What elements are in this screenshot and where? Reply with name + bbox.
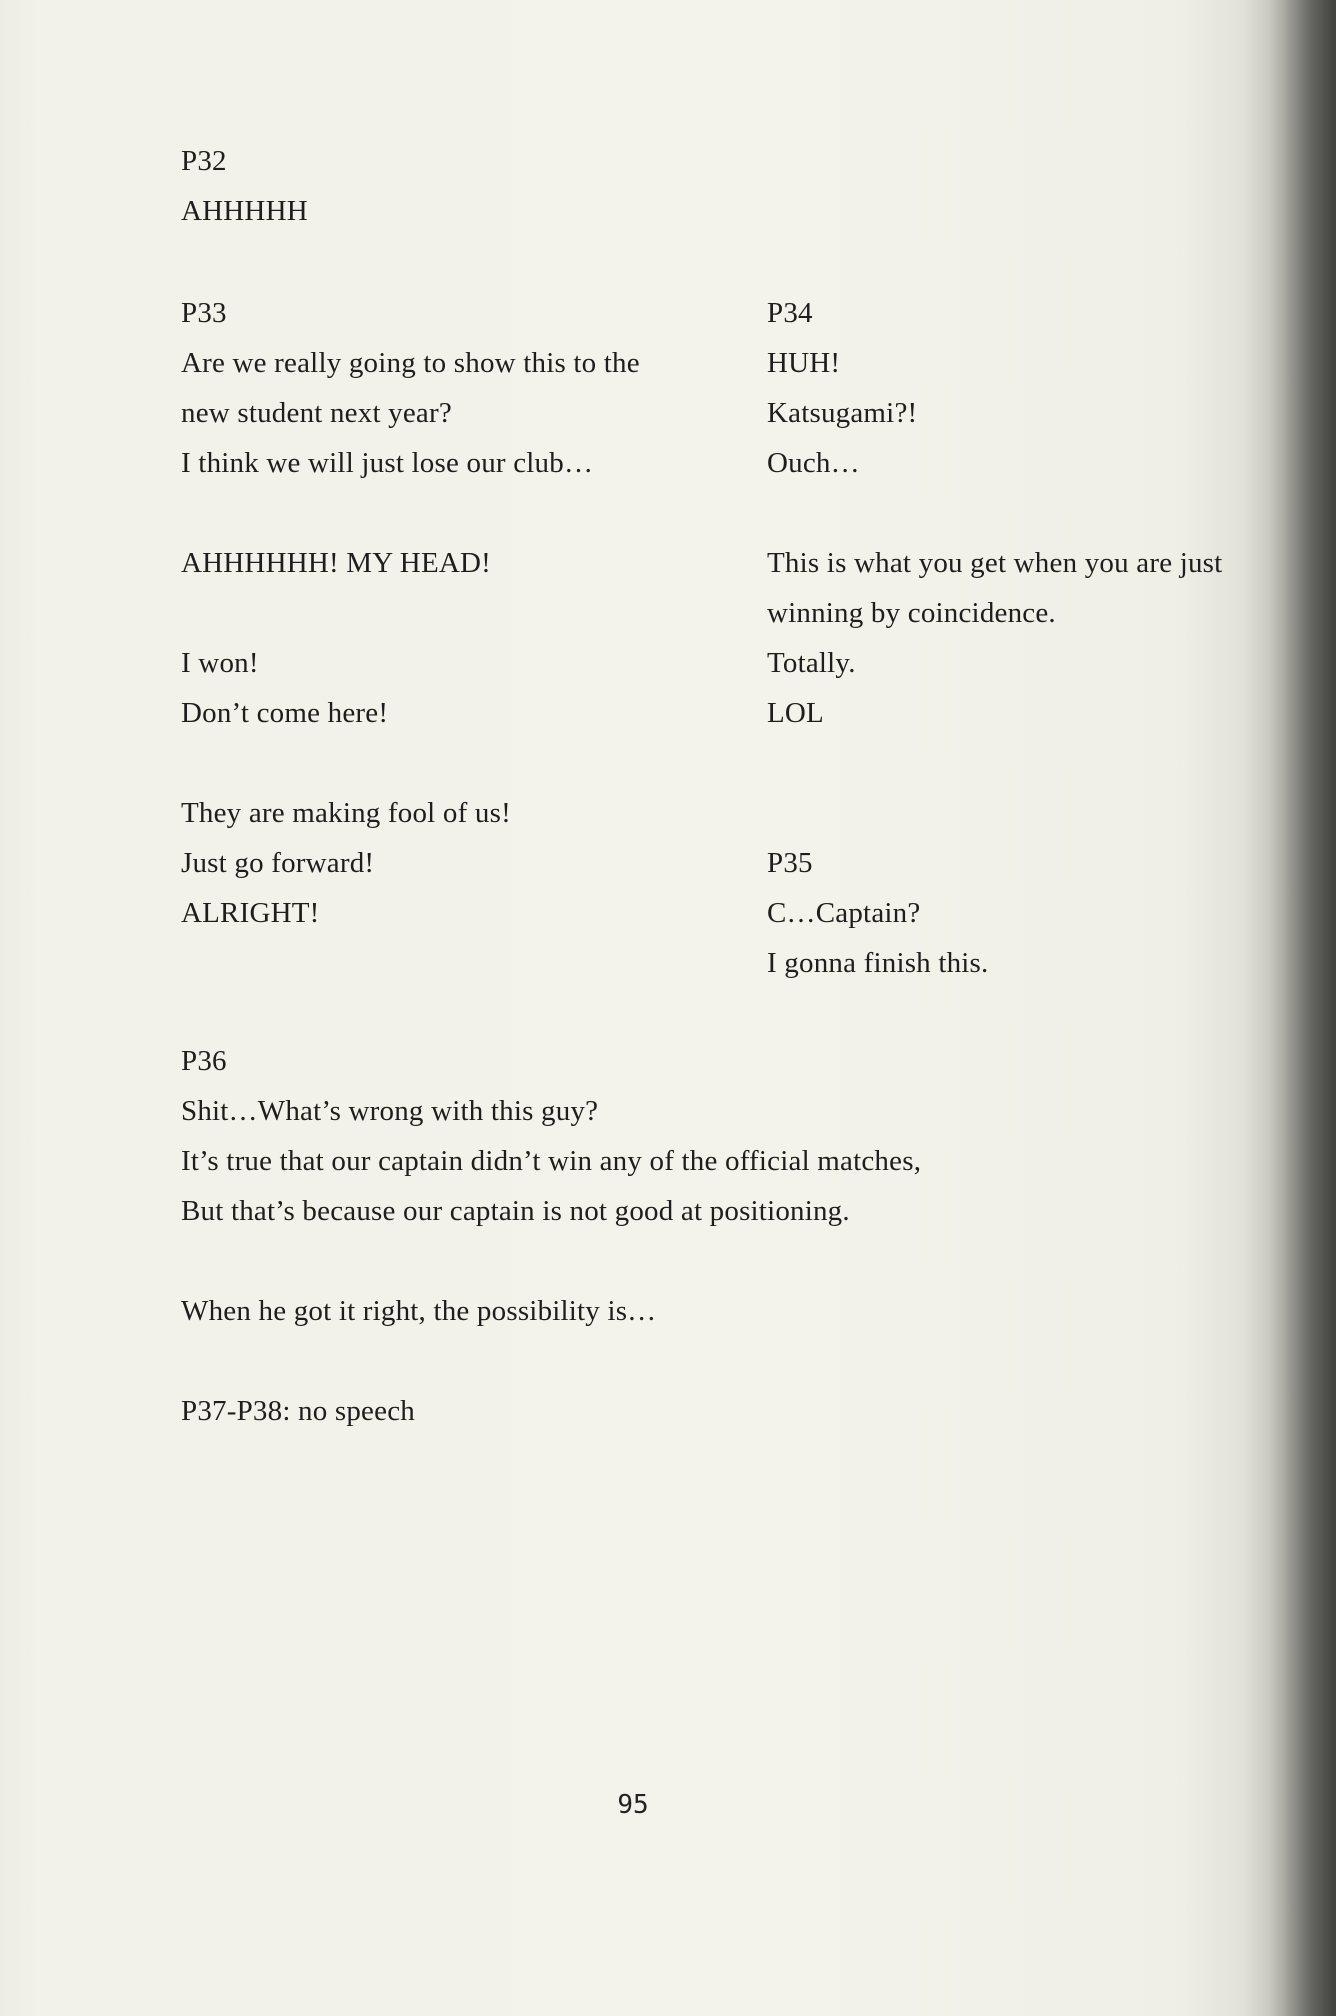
dialogue-line: ALRIGHT! (181, 897, 320, 929)
section-p36 (181, 1036, 921, 1436)
page-number: 95 (617, 1790, 649, 1820)
section-heading: P34 (767, 297, 813, 329)
dialogue-line: I think we will just lose our club… (181, 447, 594, 479)
dialogue-line: LOL (767, 697, 824, 729)
dialogue-line: Ouch… (767, 447, 860, 479)
section-p35 (767, 838, 989, 988)
blank-line (181, 1236, 921, 1286)
dialogue-line: AHHHHHH! MY HEAD! (181, 547, 492, 579)
dialogue-line: When he got it right, the possibility is… (181, 1295, 657, 1327)
dialogue-line: winning by coincidence. (767, 597, 1056, 629)
dialogue-line: AHHHHH (181, 195, 308, 227)
dialogue-line: HUH! (767, 347, 841, 379)
dialogue-line: They are making fool of us! (181, 797, 511, 829)
dialogue-line: But that’s because our captain is not good at positioning. (181, 1195, 850, 1227)
dialogue-line: I won! (181, 647, 259, 679)
section-p33 (181, 288, 640, 938)
dialogue-line: Totally. (767, 647, 856, 679)
blank-line (181, 1336, 921, 1386)
blank-line (767, 488, 1222, 538)
dialogue-line: I gonna finish this. (767, 947, 989, 979)
dialogue-line: This is what you get when you are just (767, 547, 1223, 579)
dialogue-line: Just go forward! (181, 847, 375, 879)
section-heading: P35 (767, 847, 813, 879)
dialogue-line: new student next year? (181, 397, 452, 429)
dialogue-line: Are we really going to show this to the (181, 347, 640, 379)
section-heading: P36 (181, 1045, 227, 1077)
section-heading: P33 (181, 297, 227, 329)
dialogue-line: Katsugami?! (767, 397, 918, 429)
dialogue-line: It’s true that our captain didn’t win any of the official matches, (181, 1145, 922, 1177)
dialogue-line: Don’t come here! (181, 697, 389, 729)
section-p34 (767, 288, 1222, 738)
dialogue-line: Shit…What’s wrong with this guy? (181, 1095, 599, 1127)
blank-line (181, 588, 640, 638)
section-heading: P32 (181, 145, 227, 177)
dialogue-line: P37-P38: no speech (181, 1395, 415, 1427)
blank-line (181, 738, 640, 788)
section-p32 (181, 136, 308, 236)
binding-shadow (1270, 0, 1336, 2016)
blank-line (181, 488, 640, 538)
dialogue-line: C…Captain? (767, 897, 921, 929)
